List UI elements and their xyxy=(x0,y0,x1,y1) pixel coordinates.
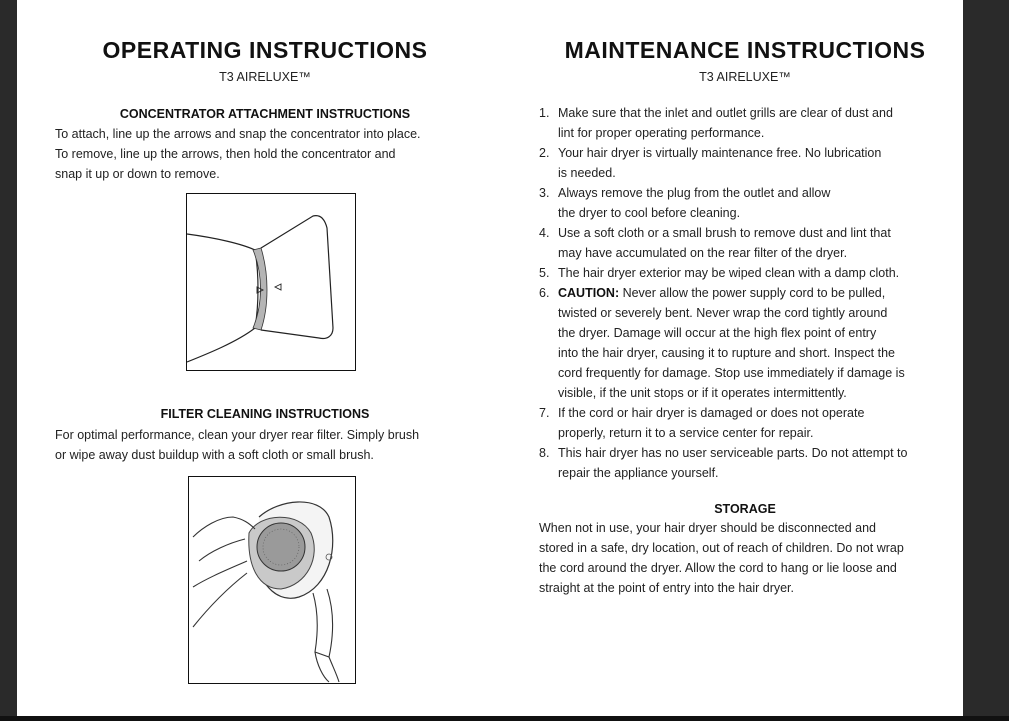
concentrator-text xyxy=(55,124,495,184)
item-line: the dryer. Damage will occur at the high flex point of entry xyxy=(558,326,877,340)
operating-subtitle: T3 AIRELUXE™ xyxy=(219,70,311,84)
list-item xyxy=(539,183,969,223)
storage-line: straight at the point of entry into the hair dryer. xyxy=(539,581,795,595)
item-line: lint for proper operating performance. xyxy=(558,126,765,140)
storage-line: the cord around the dryer. Allow the cord to hang or lie loose and xyxy=(539,561,897,575)
item-number: 4. xyxy=(539,226,550,240)
list-item xyxy=(539,263,969,283)
list-item xyxy=(539,103,969,143)
list-item xyxy=(539,443,969,483)
concentrator-heading: CONCENTRATOR ATTACHMENT INSTRUCTIONS xyxy=(119,107,411,121)
item-number: 3. xyxy=(539,186,550,200)
item-line: Use a soft cloth or a small brush to remove dust and lint that xyxy=(558,226,891,240)
item-line: This hair dryer has no user serviceable parts. Do not attempt to xyxy=(558,446,908,460)
item-line: repair the appliance yourself. xyxy=(558,466,719,480)
storage-text xyxy=(539,518,969,598)
hand-cleaning-filter-drawing xyxy=(189,477,355,683)
item-number: 6. xyxy=(539,286,550,300)
maintenance-list xyxy=(539,103,969,483)
storage-line: When not in use, your hair dryer should be disconnected and xyxy=(539,521,877,535)
filter-text xyxy=(55,425,495,465)
item-number: 1. xyxy=(539,106,550,120)
filter-heading: FILTER CLEANING INSTRUCTIONS xyxy=(160,407,370,421)
item-number: 5. xyxy=(539,266,550,280)
filter-line: or wipe away dust buildup with a soft cloth or small brush. xyxy=(55,448,374,462)
item-line: properly, return it to a service center for repair. xyxy=(558,426,814,440)
dryer-concentrator-drawing xyxy=(187,194,355,370)
storage-heading: STORAGE xyxy=(714,502,776,516)
item-line: Make sure that the inlet and outlet grills are clear of dust and xyxy=(558,106,893,120)
maintenance-subtitle: T3 AIRELUXE™ xyxy=(699,70,791,84)
item-line: the dryer to cool before cleaning. xyxy=(558,206,741,220)
item-line: If the cord or hair dryer is damaged or does not operate xyxy=(558,406,865,420)
item-line: visible, if the unit stops or if it operates intermittently. xyxy=(558,386,847,400)
concentrator-illustration xyxy=(186,193,356,371)
list-item xyxy=(539,223,969,263)
caution-text: Never allow the power supply cord to be pulled, xyxy=(619,286,886,300)
item-line: is needed. xyxy=(558,166,616,180)
list-item-caution xyxy=(539,283,969,403)
concentrator-line: snap it up or down to remove. xyxy=(55,167,220,181)
item-number: 8. xyxy=(539,446,550,460)
operating-title: OPERATING INSTRUCTIONS xyxy=(102,37,428,63)
item-line: Your hair dryer is virtually maintenance free. No lubrication xyxy=(558,146,882,160)
storage-line: stored in a safe, dry location, out of reach of children. Do not wrap xyxy=(539,541,904,555)
item-line: The hair dryer exterior may be wiped clean with a damp cloth. xyxy=(558,266,900,280)
maintenance-title: MAINTENANCE INSTRUCTIONS xyxy=(564,37,926,63)
item-line: twisted or severely bent. Never wrap the cord tightly around xyxy=(558,306,888,320)
concentrator-line: To remove, line up the arrows, then hold the concentrator and xyxy=(55,147,396,161)
list-item xyxy=(539,403,969,443)
bottom-edge xyxy=(0,716,1009,721)
item-number: 7. xyxy=(539,406,550,420)
item-line: Always remove the plug from the outlet and allow xyxy=(558,186,831,200)
list-item xyxy=(539,143,969,183)
item-line: into the hair dryer, causing it to rupture and short. Inspect the xyxy=(558,346,895,360)
caution-label: CAUTION: xyxy=(558,286,620,300)
concentrator-line: To attach, line up the arrows and snap the concentrator into place. xyxy=(55,127,421,141)
filter-cleaning-illustration xyxy=(188,476,356,684)
item-number: 2. xyxy=(539,146,550,160)
item-line: may have accumulated on the rear filter of the dryer. xyxy=(558,246,848,260)
item-line xyxy=(558,283,969,303)
item-line: cord frequently for damage. Stop use immediately if damage is xyxy=(558,366,905,380)
filter-line: For optimal performance, clean your dryer rear filter. Simply brush xyxy=(55,428,420,442)
